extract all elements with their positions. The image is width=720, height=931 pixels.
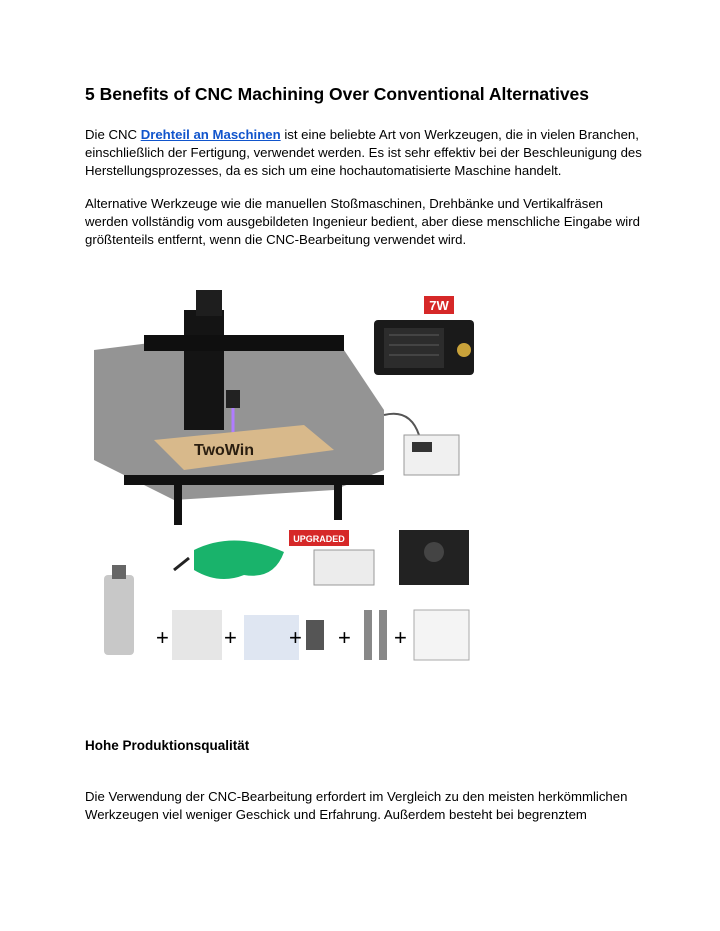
- svg-text:+: +: [338, 625, 351, 650]
- svg-text:+: +: [156, 625, 169, 650]
- svg-text:+: +: [394, 625, 407, 650]
- intro-paragraph: [85, 126, 645, 180]
- cnc-product-image: [84, 290, 484, 680]
- upgraded-board-icon: [289, 530, 469, 585]
- cnc-machine-icon: [94, 290, 384, 525]
- laser-module-icon: [374, 296, 474, 375]
- board-text: TwoWin: [194, 442, 254, 459]
- intro-suffix: ist eine beliebte Art von Werkzeugen, die in vielen Branchen, einschließlich der Fertigung, verwendet werden. Es ist sehr effektiv bei der Beschleunigung des Herstellungsprozesses, da es sich um eine hochautomatisierte Maschine handelt.: [85, 127, 642, 178]
- quality-paragraph: Die Verwendung der CNC-Bearbeitung erfordert im Vergleich zu den meisten herkömmlichen Werkzeugen viel weniger Geschick und Erfahrung. Außerdem besteht bei begrenztem: [85, 789, 628, 822]
- section-heading: Hohe Produktionsqualität: [85, 738, 250, 753]
- badge-upgraded: UPGRADED: [293, 534, 345, 544]
- cnc-link[interactable]: Drehteil an Maschinen: [140, 127, 281, 142]
- alternatives-paragraph: Alternative Werkzeuge wie die manuellen Stoßmaschinen, Drehbänke und Vertikalfräsen werden vollständig vom ausgebildeten Ingenieur bedient, aber diese menschliche Eingabe wird größtenteils entfernt, wenn die CNC-Bearbeitung verwendet wird.: [85, 196, 640, 247]
- svg-text:+: +: [224, 625, 237, 650]
- page-title: 5 Benefits of CNC Machining Over Conventional Alternatives: [85, 84, 590, 104]
- svg-text:+: +: [289, 625, 302, 650]
- safety-goggles-icon: [174, 540, 284, 579]
- badge-7w: 7W: [429, 298, 449, 313]
- controller-box-icon: [384, 414, 459, 475]
- intro-prefix: Die CNC: [85, 127, 141, 142]
